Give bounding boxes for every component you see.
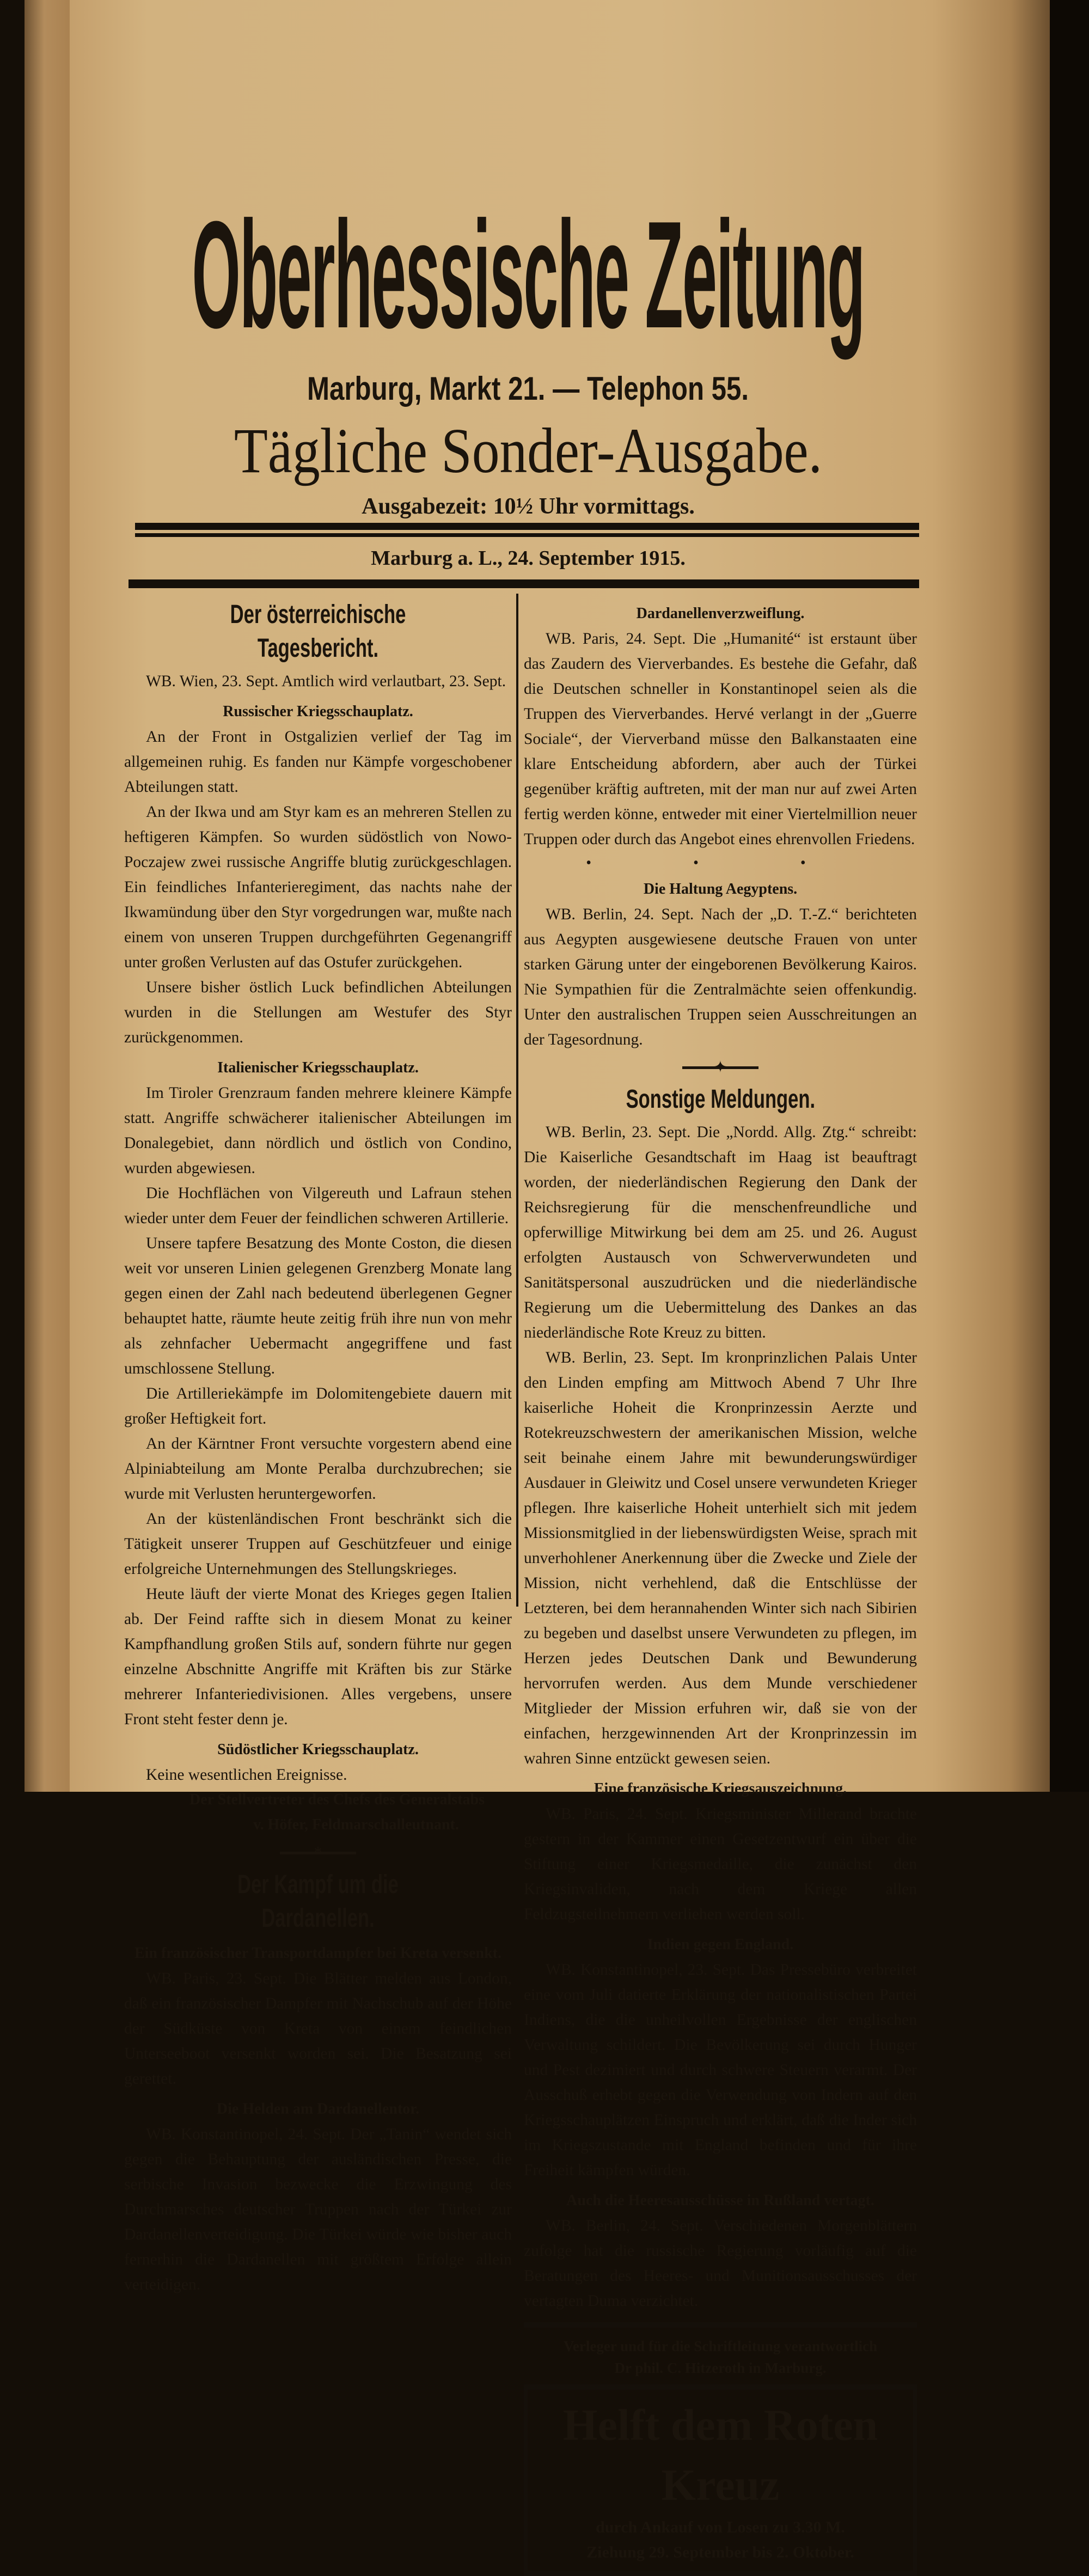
imprint-line-1: Verleger und für die Schriftleitung verantwortlich [563,2338,878,2354]
article-headline [124,598,512,666]
article-paragraph: WB. Paris, 23. Sept. Die Blätter melden aus London, daß ein französischer Dampfer mit Nachschub auf der Höhe der Südküste von Kreta von einem feindlichen Unterseeboot versenkt worden sei. Die Besatzung sei gerettet. [124,1970,512,2087]
section-subheading: Auch die Heeresausschüsse in Rußland vertagt. [566,2192,874,2209]
red-cross-advert [524,2390,917,2571]
article-paragraph: WB. Konstantinopel, 24. Sept. Der „Tanin“ wendet sich gegen die Behauptung der ausländischen Presse, die serbische Invasion bezwecke die Erzwingung des Durchmarsches deutscher Truppen nach der Türkei zur Dardanellenverteidigung. Die Türkei würde wie bisher auch fernerhin die Dardanellen mit größtem Erfolge allein verteidigen. [124,2126,512,2293]
article-paragraph: WB. Berlin, 23. Sept. Die „Nordd. Allg. Ztg.“ schreibt: Die Kaiserliche Gesandtschaft im Haag ist beauftragt worden, der niederländischen Regierung den Dank der Reichsregierung für die menschenfreundliche und opferwillige Mitwirkung bei dem am 25. und 26. August erfolgten Austausch von Schwerverwundeten und Sanitätspersonal auszudrücken und die niederländische Regierung um die Uebermittelung des Dankes an das niederländische Rote Kreuz zu bitten. [524,1124,917,1341]
signature-line: Der Stellvertreter des Chefs des Generalstabs [189,1791,485,1808]
issue-time: Ausgabezeit: 10½ Uhr vormittags. [362,494,695,519]
article-paragraph: Die Hochflächen von Vilgereuth und Lafraun stehen wieder unter dem Feuer der feindlichen schweren Artillerie. [124,1185,512,1227]
advert-bottom-rule [524,2571,917,2576]
article-paragraph: Im Tiroler Grenzraum fanden mehrere kleinere Kämpfe statt. Angriffe schwächerer italienischer Abteilungen im Donalegebiet, dann nördlich und östlich von Condino, wurden abgewiesen. [124,1084,512,1177]
advert-line-2: Ziehung 29. September bis 2. Oktober. [586,2543,854,2561]
double-rule-bottom [135,533,919,537]
article-paragraph: WB. Paris, 24. Sept. Kriegsminister Millerand brachte gestern in der Kammer einen Gesetzentwurf ein über die Stiftung einer Kriegsmedaille, die zunächst den Kriegsinvaliden, nach dem Kriege allen Feldzugsteilnehmern verliehen werden soll. [524,1805,917,1923]
article-paragraph: WB. Berlin, 23. Sept. Im kronprinzlichen Palais Unter den Linden empfing am Mittwoch Abend 7 Uhr Ihre kaiserliche Hoheit die Kronprinzessin Aerzte und Rotekreuzschwestern der amerikanischen Mission, welche seit beinahe einem Jahre mit bewunderungswürdiger Ausdauer in Gleiwitz und Cosel unsere verwundeten Krieger pflegen. Ihre kaiserliche Hoheit unterhielt sich mit jedem Missionsmitglied in der liebenswürdigsten Weise, sprach mit unverhohlener Anerkennung über die Zwecke und Ziele der Mission, nicht verhehlend, daß die Entschlüsse der Letzteren, bei dem herannahenden Winter sich nach Sibirien zu begeben und daselbst unsere Verwundeten zu pflegen, im Herzen jedes Deutschen Dank und Bewunderung hervorrufen werden. Aus dem Munde verschiedener Mitglieder der Mission erfuhren wir, daß sie von der einfachen, herzgewinnenden Art der Kronprinzessin im wahren Sinne entzückt gewesen seien. [524,1349,917,1767]
section-subheading: Indien gegen England. [647,1936,794,1953]
edition-title [125,413,931,489]
ornament-separator [124,1842,512,1864]
article-paragraph: An der Kärntner Front versuchte vorgestern abend eine Alpiniabteilung am Monte Peralba durchzubrechen; sie wurde mit Verlusten heruntergeworfen. [124,1435,512,1503]
advert-headline: Helft dem Roten Kreuz [562,2400,878,2510]
left-column [124,596,512,2297]
article-paragraph: Unsere bisher östlich Luck befindlichen Abteilungen wurden in die Stellungen am Westufer des Styr zurückgenommen. [124,979,512,1046]
article-paragraph: WB. Berlin, 24. Sept. Nach der „D. T.-Z.“ berichteten aus Aegypten ausgewiesene deutsche Frauen von unter starken Gärung unter der eingeborenen Bevölkerung Kairos. Nie Sympathien für die Zentralmächte seien offenkundig. Unter den australischen Truppen seien Ausschreitungen an der Tagesordnung. [524,906,917,1048]
star-ornament-icon: ✦ [713,1058,727,1076]
section-subheading: Die Haltung Aegyptens. [643,881,798,898]
article-paragraph: Die Artilleriekämpfe im Dolomitengebiete dauern mit großer Heftigkeit fort. [124,1385,512,1427]
article-paragraph: Unsere tapfere Besatzung des Monte Coston, die diesen weit vor unseren Linien gelegenen Grenzberg Monate lang gegen einen der Zahl nach bedeutend überlegenen Gegner behauptet hatte, räumte heute zeitig früh ihre nun von mehr als zehnfacher Uebermacht angegriffene und fast umschlossene Stellung. [124,1235,512,1377]
address-line [125,368,931,410]
article-paragraph: An der Ikwa und am Styr kam es an mehreren Stellen zu heftigeren Kämpfen. So wurden südöstlich von Nowo-Poczajew zwei russische Angriffe blutig zurückgeschlagen. Ein feindliches Infanterieregiment, das nachts nahe der Ikwamündung über den Styr vorgedrungen war, mußte nach einem von unseren Truppen durchgeführten Gegenangriff unter großen Verlusten auf das Ostufer zurückgehen. [124,803,512,971]
section-subheading: Russischer Kriegsschauplatz. [223,703,413,720]
edition-text: Tägliche Sonder-Ausgabe. [234,415,823,486]
article-paragraph: An der Front in Ostgalizien verlief der Tag im allgemeinen ruhig. Es fanden nur Kämpfe vorgeschobener Abteilungen statt. [124,728,512,796]
advert-top-rule [524,2384,917,2390]
section-subheading: Eine französische Kriegsauszeichnung. [594,1780,847,1797]
article-headline [124,1868,512,1936]
article-paragraph: Keine wesentlichen Ereignisse. [146,1766,347,1784]
column-divider [516,594,518,1607]
right-column [524,596,917,2576]
ornament-separator [524,1057,917,1078]
masthead [125,185,931,365]
article-paragraph: WB. Wien, 23. Sept. Amtlich wird verlautbart, 23. Sept. [146,673,506,690]
article-paragraph: Heute läuft der vierte Monat des Krieges gegen Italien ab. Der Feind raffte sich in diesem Monat zu keiner Kampfhandlung großen Stils auf, sondern führte nur gegen einzelne Abschnitte Angriffe mit Kräften bis zur Stärke mehrerer Infanteriedivisionen. Alles vergebens, unsere Front steht fester denn je. [124,1585,512,1728]
dateline: Marburg a. L., 24. September 1915. [371,547,686,570]
section-subheading: Die Helden am Dardanellentor. [216,2101,420,2117]
section-subheading: Ein französischer Transportdampfer bei Kreta versenkt. [134,1945,502,1962]
header-rule [129,579,919,588]
article-headline [524,1083,917,1116]
article-paragraph: An der küstenländischen Front beschränkt sich die Tätigkeit unserer Truppen auf Geschützfeuer und einige erfolgreiche Unternehmungen des Stellungskrieges. [124,1510,512,1578]
article-paragraph: WB. Berlin, 24. Sept. Verschiedenen Morgenblättern zufolge hat die russische Regierung vorläufig auf die Beratungen des Heeres- und Munitionsausschusses der vertagten Duma verzichtet. [524,2217,917,2310]
newspaper-title: Oberhessische Zeitung [192,190,865,360]
section-subheading: Südöstlicher Kriegsschauplatz. [217,1741,419,1758]
star-ornament-icon: * [314,1844,322,1861]
dots-separator: • • • [586,854,855,871]
scan-border [1050,0,1089,1792]
headline-text: Der Kampf um die Dardanellen. [237,1870,399,1933]
imprint-rule [524,2322,917,2328]
imprint [524,2335,917,2379]
imprint-line-2: Dr phil. C. Hitzeroth in Marburg. [614,2360,827,2376]
adjacent-page-edge [25,0,74,1792]
advert-line-1: durch Ankauf von Losen zu 3.30 M. [596,2518,845,2536]
headline-text: Sonstige Meldungen. [626,1085,815,1114]
double-rule-top [135,523,919,530]
headline-text: Der österreichische Tagesbericht. [230,600,406,663]
section-subheading: Italienischer Kriegsschauplatz. [217,1059,419,1076]
article-paragraph: WB. Paris, 24. Sept. Die „Humanité“ ist erstaunt über das Zaudern des Vierverbandes. Es bestehe die Gefahr, daß die Deutschen schneller in Konstantinopel seien als die Truppen des Vierverbandes. Hervé verlangt in der „Guerre Sociale“, der Vierverband müsse den Balkanstaaten eine klare Entscheidung abfordern, aber auch der Türkei gegenüber kräftig auftreten, mit der man nur auf zwei Arten fertig werden könne, entweder mit einer Viertelmillion neuer Truppen oder durch das Angebot eines ehrenvollen Friedens. [524,630,917,848]
signature-line: v. Höfer, Feldmarschalleutnant. [253,1816,459,1833]
article-paragraph: WB. Konstantinopel, 23. Sept. Das Pressebüro verbreitet eine vom Juli datierte Erklärung der nationalistischen Partei Indiens, die die unheilvollen Ergebnisse der englischen Verwaltung schildert. Die Bevölkerung sei durch Hunger und Pest dezimiert und durch schwere Steuern verarmt. Der Ausschuß erhebt gegen die Verwendung von Indern auf den Kriegsschauplätzen Einspruch und erklärt, daß die Inder sich im Kriegszustande mit England befinden und für ihre Freiheit kämpfen würden. [524,1961,917,2179]
address-text: Marburg, Markt 21. — Telephon 55. [307,370,749,407]
section-subheading: Dardanellenverzweiflung. [636,605,805,622]
